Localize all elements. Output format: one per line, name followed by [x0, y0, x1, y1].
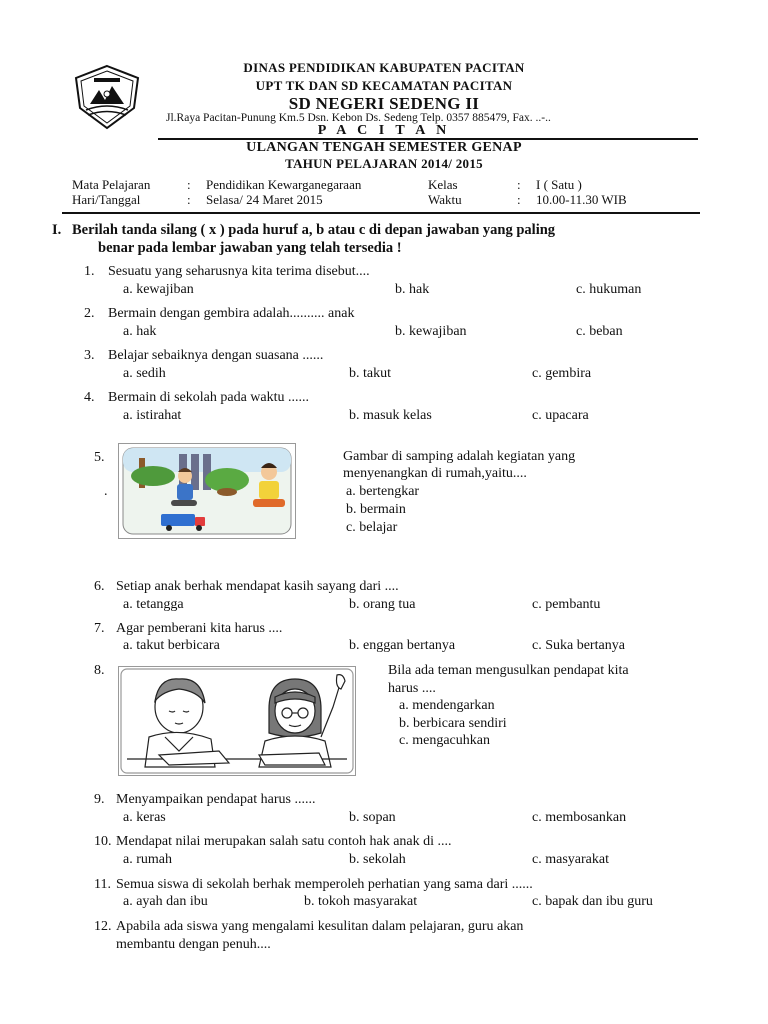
option-a: a. takut berbicara [123, 638, 220, 653]
school-name: SD NEGERI SEDENG II [288, 94, 480, 113]
option-b: b. sopan [349, 810, 396, 825]
time-value: 10.00-11.30 WIB [536, 192, 627, 207]
date-label: Hari/Tanggal [72, 192, 141, 207]
city-name: P A C I T A N [317, 123, 451, 138]
question-text: Menyampaikan pendapat harus ...... [116, 792, 316, 807]
question-text-line-1: Gambar di samping adalah kegiatan yang [343, 449, 576, 464]
exam-title: ULANGAN TENGAH SEMESTER GENAP [246, 140, 522, 155]
section-numeral: I. [52, 222, 62, 238]
question-text-line-2: harus .... [388, 681, 436, 696]
option-c: c. mengacuhkan [399, 733, 490, 748]
class-value: I ( Satu ) [536, 177, 582, 192]
date-value: Selasa/ 24 Maret 2015 [206, 192, 323, 207]
option-a: a. mendengarkan [399, 698, 495, 713]
instruction-line-1: Berilah tanda silang ( x ) pada huruf a, b atau c di depan jawaban yang paling [72, 222, 556, 238]
question-number: 5. [94, 450, 105, 465]
option-a: a. tetangga [123, 597, 184, 612]
option-a: a. kewajiban [123, 282, 194, 297]
option-a: a. hak [123, 324, 157, 339]
option-c: c. hukuman [576, 282, 642, 297]
exam-year: TAHUN PELAJARAN 2014/ 2015 [285, 156, 483, 171]
option-c: c. bapak dan ibu guru [532, 894, 653, 909]
option-c: c. gembira [532, 366, 592, 381]
option-b: b. orang tua [349, 597, 416, 612]
school-address: Jl.Raya Pacitan-Punung Km.5 Dsn. Kebon Ds. Sedeng Telp. 0357 885479, Fax. ..-.. [166, 112, 551, 124]
subject-value: Pendidikan Kewarganegaraan [206, 177, 362, 192]
question-text-line-1: Bila ada teman mengusulkan pendapat kita [388, 663, 629, 678]
colon: : [517, 177, 521, 192]
option-c: c. pembantu [532, 597, 601, 612]
question-text-line-2: menyenangkan di rumah,yaitu.... [343, 466, 527, 481]
question-number: 6. [94, 579, 105, 594]
option-b: b. takut [349, 366, 391, 381]
instruction-line-2: benar pada lembar jawaban yang telah tersedia ! [98, 240, 402, 256]
question-number: 12. [94, 919, 112, 934]
colon: : [517, 192, 521, 207]
stray-dot: . [104, 484, 108, 499]
children-playing-illustration [118, 443, 296, 539]
question-number: 10. [94, 834, 112, 849]
question-number: 1. [84, 264, 95, 279]
question-number: 8. [94, 663, 105, 678]
question-number: 11. [94, 877, 111, 892]
option-c: c. membosankan [532, 810, 627, 825]
option-b: b. sekolah [349, 852, 406, 867]
option-b: b. kewajiban [395, 324, 467, 339]
class-label: Kelas [428, 177, 458, 192]
info-divider [62, 212, 700, 214]
students-raising-hand-illustration [118, 666, 356, 776]
question-number: 9. [94, 792, 105, 807]
question-text: Semua siswa di sekolah berhak memperoleh perhatian yang sama dari ...... [116, 877, 533, 892]
option-c: c. belajar [346, 520, 398, 535]
option-c: c. masyarakat [532, 852, 609, 867]
question-text: Belajar sebaiknya dengan suasana ...... [108, 348, 324, 363]
question-text: Mendapat nilai merupakan salah satu contoh hak anak di .... [116, 834, 452, 849]
option-b: b. tokoh masyarakat [304, 894, 418, 909]
question-number: 3. [84, 348, 95, 363]
question-text: Setiap anak berhak mendapat kasih sayang dari .... [116, 579, 399, 594]
question-number: 7. [94, 621, 105, 636]
question-text: Agar pemberani kita harus .... [116, 621, 283, 636]
time-label: Waktu [428, 192, 462, 207]
option-a: a. istirahat [123, 408, 182, 423]
question-text: Sesuatu yang seharusnya kita terima disebut.... [108, 264, 370, 279]
option-b: b. enggan bertanya [349, 638, 456, 653]
upt-name: UPT TK DAN SD KECAMATAN PACITAN [255, 78, 513, 93]
option-a: a. bertengkar [346, 484, 420, 499]
question-text: Bermain di sekolah pada waktu ...... [108, 390, 310, 405]
colon: : [187, 192, 191, 207]
question-number: 2. [84, 306, 95, 321]
question-text-line-2: membantu dengan penuh.... [116, 937, 271, 952]
option-c: c. Suka bertanya [532, 638, 625, 653]
option-a: a. keras [123, 810, 166, 825]
option-b: b. berbicara sendiri [399, 716, 507, 731]
option-a: a. ayah dan ibu [123, 894, 208, 909]
colon: : [187, 177, 191, 192]
option-b: b. hak [395, 282, 430, 297]
question-text: Bermain dengan gembira adalah.......... anak [108, 306, 355, 321]
subject-label: Mata Pelajaran [72, 177, 151, 192]
question-text-line-1: Apabila ada siswa yang mengalami kesulitan dalam pelajaran, guru akan [116, 919, 524, 934]
question-number: 4. [84, 390, 95, 405]
option-c: c. beban [576, 324, 623, 339]
agency-name: DINAS PENDIDIKAN KABUPATEN PACITAN [243, 60, 525, 75]
option-a: a. sedih [123, 366, 166, 381]
option-a: a. rumah [123, 852, 172, 867]
option-b: b. masuk kelas [349, 408, 432, 423]
option-c: c. upacara [532, 408, 589, 423]
option-b: b. bermain [346, 502, 406, 517]
